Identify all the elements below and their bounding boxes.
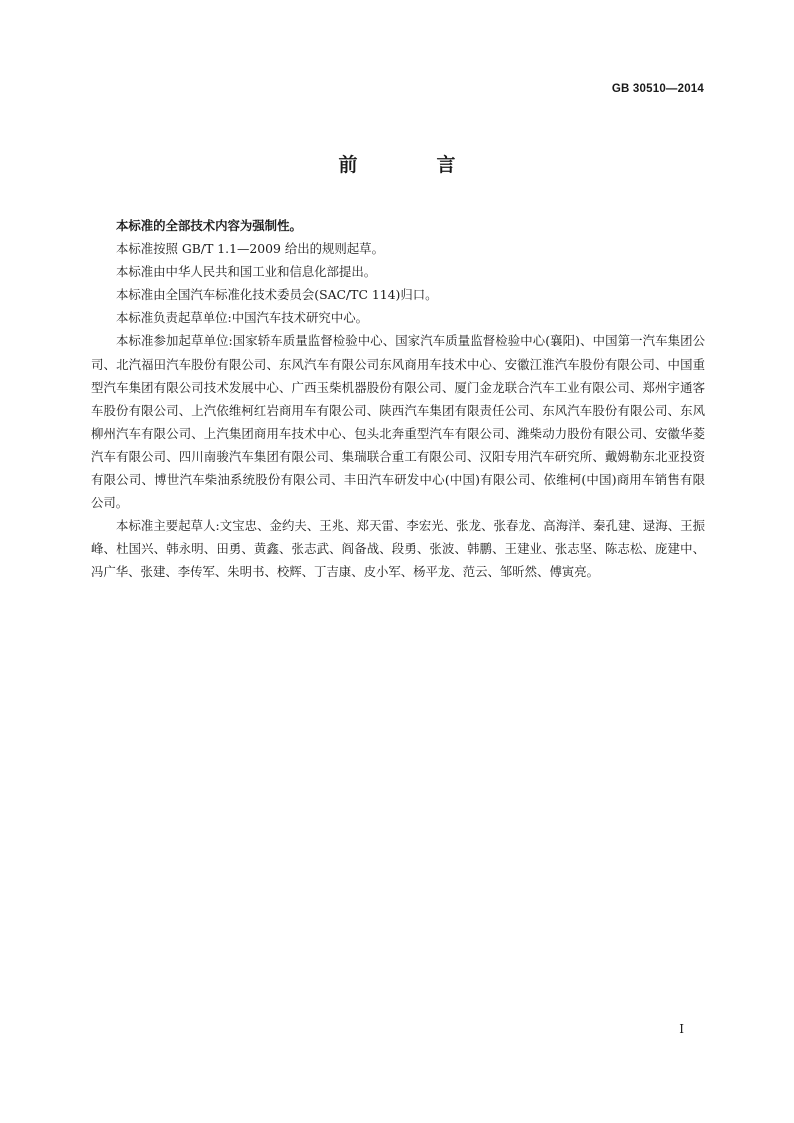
- paragraph-drafting-rules: 本标准按照 GB/T 1.1—2009 给出的规则起草。: [116, 241, 384, 257]
- page-number: I: [679, 1022, 684, 1036]
- paragraph-lead-drafter: 本标准负责起草单位:中国汽车技术研究中心。: [116, 310, 368, 326]
- paragraph-administration: 本标准由全国汽车标准化技术委员会(SAC/TC 114)归口。: [116, 287, 438, 303]
- paragraph-main-drafters: 本标准主要起草人:文宝忠、金约夫、王兆、郑天雷、李宏光、张龙、张春龙、高海洋、秦孔建、逯海、王振峰、杜国兴、韩永明、田勇、黄鑫、张志武、阎备战、段勇、张波、韩鹏、王建业、张志坚、陈志松、庞建中、冯广华、张建、李传军、朱明书、校辉、丁吉康、皮小军、杨平龙、范云、邹昕然、傅寅亮。: [91, 518, 705, 580]
- body-text: [91, 214, 705, 584]
- page-title: 前 言: [338, 154, 486, 176]
- paragraph-participating-units: 本标准参加起草单位:国家轿车质量监督检验中心、国家汽车质量监督检验中心(襄阳)、中国第一汽车集团公司、北汽福田汽车股份有限公司、东风汽车有限公司东风商用车技术中心、安徽江淮汽车股份有限公司、中国重型汽车集团有限公司技术发展中心、广西玉柴机器股份有限公司、厦门金龙联合汽车工业有限公司、郑州宇通客车股份有限公司、上汽依维柯红岩商用车有限公司、陕西汽车集团有限责任公司、东风汽车股份有限公司、东风柳州汽车有限公司、上汽集团商用车技术中心、包头北奔重型汽车有限公司、潍柴动力股份有限公司、安徽华菱汽车有限公司、四川南骏汽车集团有限公司、集瑞联合重工有限公司、汉阳专用汽车研究所、戴姆勒东北亚投资有限公司、博世汽车柴油系统股份有限公司、丰田汽车研发中心(中国)有限公司、依维柯(中国)商用车销售有限公司。: [91, 333, 705, 511]
- standard-code: GB 30510—2014: [611, 83, 704, 95]
- paragraph-proposer: 本标准由中华人民共和国工业和信息化部提出。: [116, 264, 377, 280]
- paragraph-mandatory: 本标准的全部技术内容为强制性。: [116, 218, 302, 233]
